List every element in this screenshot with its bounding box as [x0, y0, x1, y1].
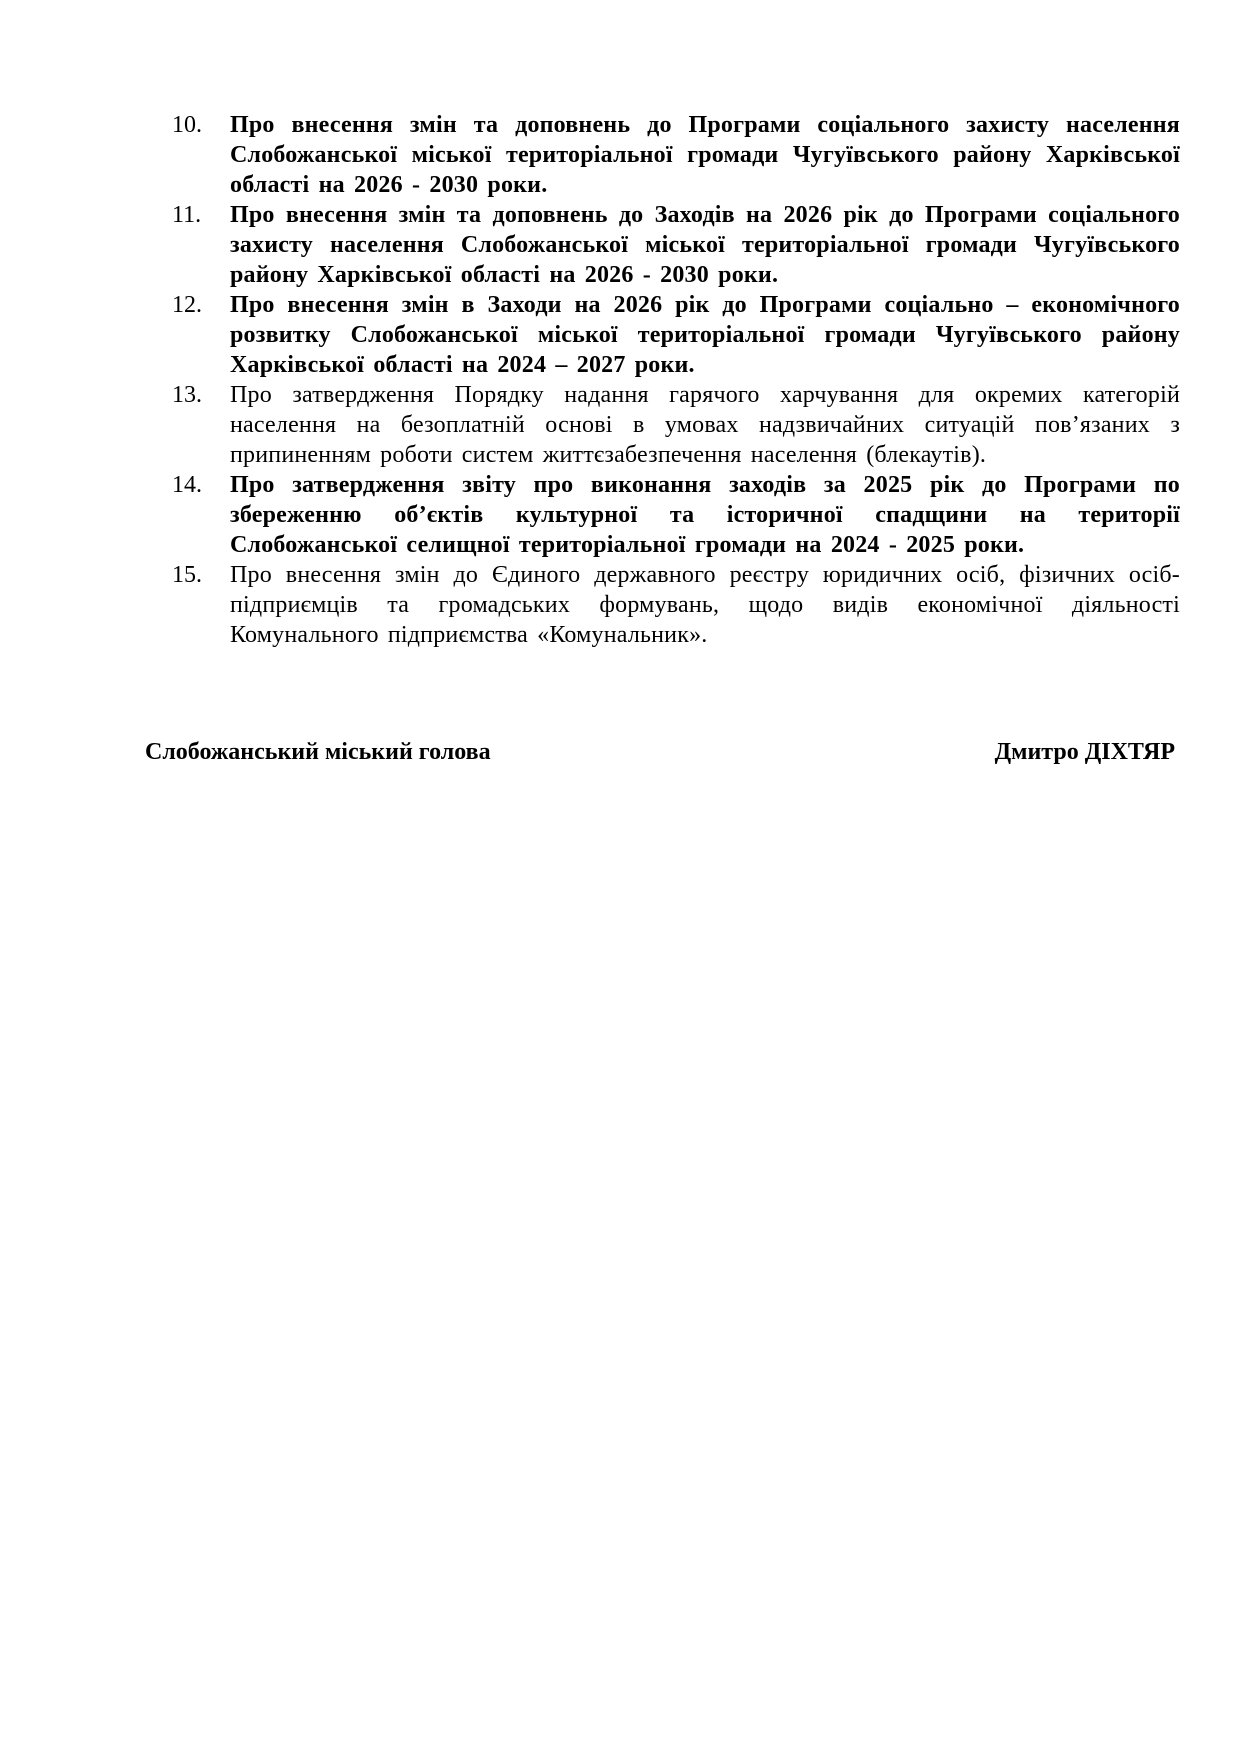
agenda-list	[172, 110, 1180, 650]
signature-row	[145, 737, 1175, 767]
item-number: 10.	[172, 112, 202, 138]
agenda-item-14	[172, 470, 1180, 560]
agenda-item-15	[172, 560, 1180, 650]
item-text: Про внесення змін та доповнень до Заходів на 2026 рік до Програми соціального захисту населення Слобожанської міської територіальної громади Чугуївського району Харківської області на 2026 - 2030 роки.	[230, 202, 1180, 288]
agenda-item-12	[172, 290, 1180, 380]
agenda-item-13	[172, 380, 1180, 470]
item-number: 11.	[172, 202, 202, 228]
item-number: 15.	[172, 562, 202, 588]
item-text: Про внесення змін та доповнень до Програми соціального захисту населення Слобожанської міської територіальної громади Чугуївського району Харківської області на 2026 - 2030 роки.	[230, 112, 1180, 198]
item-number: 14.	[172, 472, 202, 498]
item-text: Про внесення змін до Єдиного державного реєстру юридичних осіб, фізичних осіб-підприємців та громадських формувань, щодо видів економічної діяльності Комунального підприємства «Комунальник».	[230, 562, 1180, 648]
item-text: Про внесення змін в Заходи на 2026 рік до Програми соціально – економічного розвитку Слобожанської міської територіальної громади Чугуївського району Харківської області на 2024 – 2027 роки.	[230, 292, 1180, 378]
item-number: 12.	[172, 292, 202, 318]
item-text: Про затвердження Порядку надання гарячого харчування для окремих категорій населення на безоплатній основі в умовах надзвичайних ситуацій пов’язаних з припиненням роботи систем життєзабезпечення населення (блекаутів).	[230, 382, 1180, 468]
agenda-item-11	[172, 200, 1180, 290]
signature-title: Слобожанський міський голова	[145, 739, 491, 765]
signature-name: Дмитро ДІХТЯР	[994, 739, 1175, 765]
item-text: Про затвердження звіту про виконання заходів за 2025 рік до Програми по збереженню об’єктів культурної та історичної спадщини на території Слобожанської селищної територіальної громади на 2024 - 2025 роки.	[230, 472, 1180, 558]
agenda-item-10	[172, 110, 1180, 200]
item-number: 13.	[172, 382, 202, 408]
